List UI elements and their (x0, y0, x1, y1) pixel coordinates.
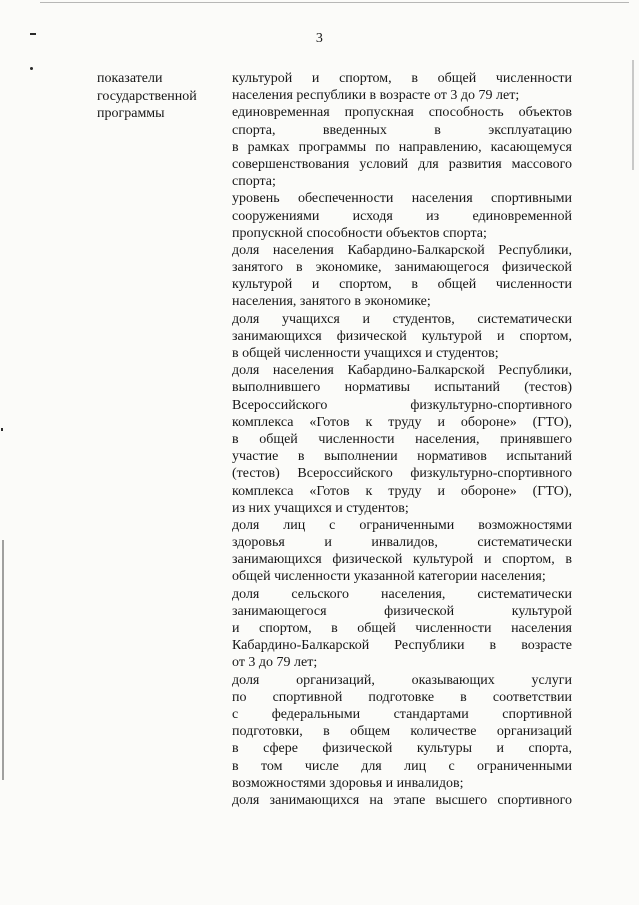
text-line: участие в выполнении нормативов испытаний (232, 449, 572, 465)
text-line: и спортом, в общей численности населения (232, 621, 572, 636)
text-line: населения, занятого в экономике; (232, 294, 431, 310)
text-line: Кабардино-Балкарской Республики в возрасте (232, 638, 572, 654)
text-line: спорта; (232, 174, 276, 190)
text-line: возможностями здоровья и инвалидов; (232, 775, 464, 791)
text-line: в сфере физической культуры и спорта, (232, 741, 572, 757)
text-line: уровень обеспеченности населения спортивными (232, 191, 572, 207)
text-line: совершенствования условий для развития массового (232, 156, 572, 172)
text-line: доля организаций, оказывающих услуги (232, 672, 572, 688)
text-line: занятого в экономике, занимающегося физической (232, 260, 572, 276)
text-line: в рамках программы по направлению, касающемуся (232, 139, 572, 155)
text-line: Всероссийского физкультурно-спортивного (232, 397, 572, 413)
text-line: доля лиц с ограниченными возможностями (232, 517, 572, 533)
text-line: выполнившего нормативы испытаний (тестов) (232, 380, 572, 396)
text-line: сооружениями исходя из единовременной (232, 208, 572, 224)
scan-top-edge (40, 2, 629, 3)
text-line: от 3 до 79 лет; (232, 655, 318, 671)
scan-edge-right (632, 60, 634, 170)
text-line: единовременная пропускная способность объектов (232, 105, 572, 121)
text-line: в том числе для лиц с ограниченными (232, 758, 572, 774)
text-line: занимающегося физической культурой (232, 603, 572, 619)
text-line: здоровья и инвалидов, систематически (232, 535, 572, 551)
text-line: доля занимающихся на этапе высшего спортивного (232, 792, 572, 808)
text-line: населения республики в возрасте от 3 до 79 лет; (232, 88, 520, 104)
text-line: из них учащихся и студентов; (232, 500, 409, 516)
indicators-text (232, 70, 572, 809)
text-line: занимающихся физической культурой и спортом, в (232, 552, 572, 568)
text-line: доля населения Кабардино-Балкарской Республики, (232, 363, 572, 379)
row-label-line: показатели (97, 71, 163, 86)
text-line: культурой и спортом, в общей численности (232, 277, 572, 293)
text-line: доля сельского населения, систематически (232, 586, 572, 602)
text-line: в общей численности населения, принявшего (232, 431, 572, 447)
row-label-line: программы (97, 106, 165, 122)
row-label (97, 70, 219, 123)
text-line: комплекса «Готов к труду и обороне» (ГТО), (232, 414, 572, 430)
text-line: подготовки, в общем количестве организаций (232, 724, 572, 740)
text-line: с федеральными стандартами спортивной (232, 706, 572, 722)
text-line: по спортивной подготовке в соответствии (232, 689, 572, 705)
text-line: пропускной способности объектов спорта; (232, 225, 487, 241)
row-label-line: государственной (97, 88, 197, 104)
text-line: доля учащихся и студентов, систематически (232, 311, 572, 327)
text-line: комплекса «Готов к труду и обороне» (ГТО), (232, 483, 572, 499)
page-number: 3 (315, 31, 324, 46)
text-line: общей численности указанной категории населения; (232, 569, 546, 585)
scan-edge-left (2, 540, 4, 780)
text-line: культурой и спортом, в общей численности (232, 71, 572, 86)
text-line: в общей численности учащихся и студентов; (232, 346, 499, 361)
text-line: спорта, введенных в эксплуатацию (232, 122, 572, 138)
scan-speck-2 (30, 67, 33, 70)
text-line: доля населения Кабардино-Балкарской Республики, (232, 242, 572, 258)
text-line: занимающихся физической культурой и спортом, (232, 328, 572, 344)
text-line: (тестов) Всероссийского физкультурно-спортивного (232, 466, 572, 482)
scan-speck-3 (1, 428, 3, 431)
